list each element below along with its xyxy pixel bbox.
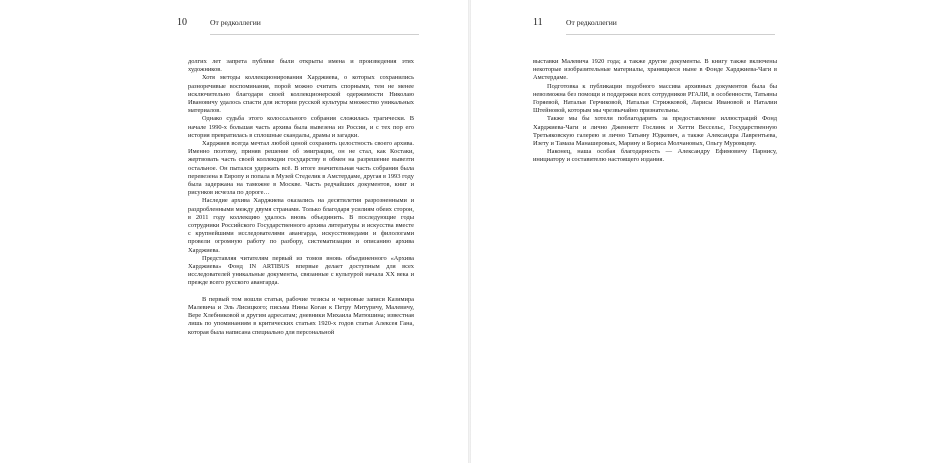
- right-page: [471, 0, 940, 463]
- paragraph: Хотя методы коллекционирования Харджиева, о которых сохранились разноречивые воспоминания, порой можно считать спорными, тем не менее исключительно благодаря своей коллекционерской одержимости Николаю Ивановичу удалось спасти для истории русской культуры множество уникальных материалов.: [188, 74, 414, 115]
- paragraph: Представляя читателям первый из томов вновь объединенного «Архива Харджиева» Фонд IN ARTIBUS впервые делает доступным для всех исследователей уникальные документы, связанные с культурой начала XX века и прежде всего русского авангарда.: [188, 254, 414, 287]
- running-head: От редколлегии: [566, 18, 617, 27]
- header-rule: [566, 34, 775, 35]
- paragraph: Наследие архива Харджиева оказались на десятилетия разрозненными и раздробленными между двумя странами. Только благодаря усилиям обеих сторон, в 2011 году коллекцию удалось вновь объединить. В последующие годы сотрудники Российского Государственного архива литературы и искусства вместе с крупнейшими исследователями авангарда, искусствоведами и филологами провели огромную работу по разбору, систематизации и описанию архива Харджиева.: [188, 197, 414, 254]
- paragraph: В первый том вошли статьи, рабочие тезисы и черновые записи Казимира Малевича и Эль Лисицкого; письма Нины Коган к Петру Митуричу, Малевичу, Вере Хлебниковой и другим адресатам; дневники Михаила Матюшина; известная лишь по упоминаниям в критических статьях 1920-х годов статья Алексея Гана, которая была написана специально для персональной: [188, 295, 414, 336]
- right-page-text: [533, 58, 777, 165]
- left-page-text: [188, 58, 414, 337]
- paragraph: Подготовка к публикации подобного массива архивных документов была бы невозможна без помощи и поддержки всех сотрудников РГАЛИ, в особенности, Татьяны Горяевой, Натальи Герчиковой, Натальи Стрижковой, Ларисы Ивановой и Наталии Штейновой, которым мы чрезвычайно признательны.: [533, 82, 777, 115]
- paragraph: Харджиев всегда мечтал любой ценой сохранить целостность своего архива. Именно поэтому, приняв решение об эмиграции, он не стал, как Костаки, жертвовать часть своей коллекции государству в обмен на разрешение вывезти остальное. Он пытался удержать всё. В итоге значительная часть собрания была перевезена в Европу и попала в Музей Стеделик в Амстердаме, другая в 1993 году была задержана на таможне в Москве. Часть редчайших документов, книг и рисунков исчезла по дороге…: [188, 140, 414, 197]
- left-page: [0, 0, 468, 463]
- paragraph: выставки Малевича 1920 года; а также другие документы. В книгу также включены некоторые изобразительные материалы, хранящиеся ныне в Фонде Харджиева-Чаги в Амстердаме.: [533, 58, 777, 82]
- page-number: 10: [177, 17, 187, 28]
- running-head: От редколлегии: [210, 18, 261, 27]
- page-number: 11: [533, 17, 543, 28]
- paragraph: Также мы бы хотели поблагодарить за предоставление иллюстраций Фонд Харджиева-Чаги и лично Дженнетт Гослинк и Хетти Вессельс, Государственную Третьяковскую галерею и лично Татьяну Юдкевич, а также Александра Лаврентьева, Изету и Тамаза Манашеровых, Марину и Бориса Молчановых, Ольгу Муромцеву.: [533, 115, 777, 148]
- header-rule: [210, 34, 419, 35]
- paragraph: долгих лет запрета публике были открыты имена и произведения этих художников.: [188, 58, 414, 74]
- paragraph: Наконец, наша особая благодарность — Александру Ефимовичу Парнису, инициатору и составителю настоящего издания.: [533, 148, 777, 164]
- paragraph: Однако судьба этого колоссального собрания сложилась трагически. В начале 1990-х большая часть архива была вывезена из России, и с тех пор его история превратилась в сплошные скандалы, драмы и загадки.: [188, 115, 414, 139]
